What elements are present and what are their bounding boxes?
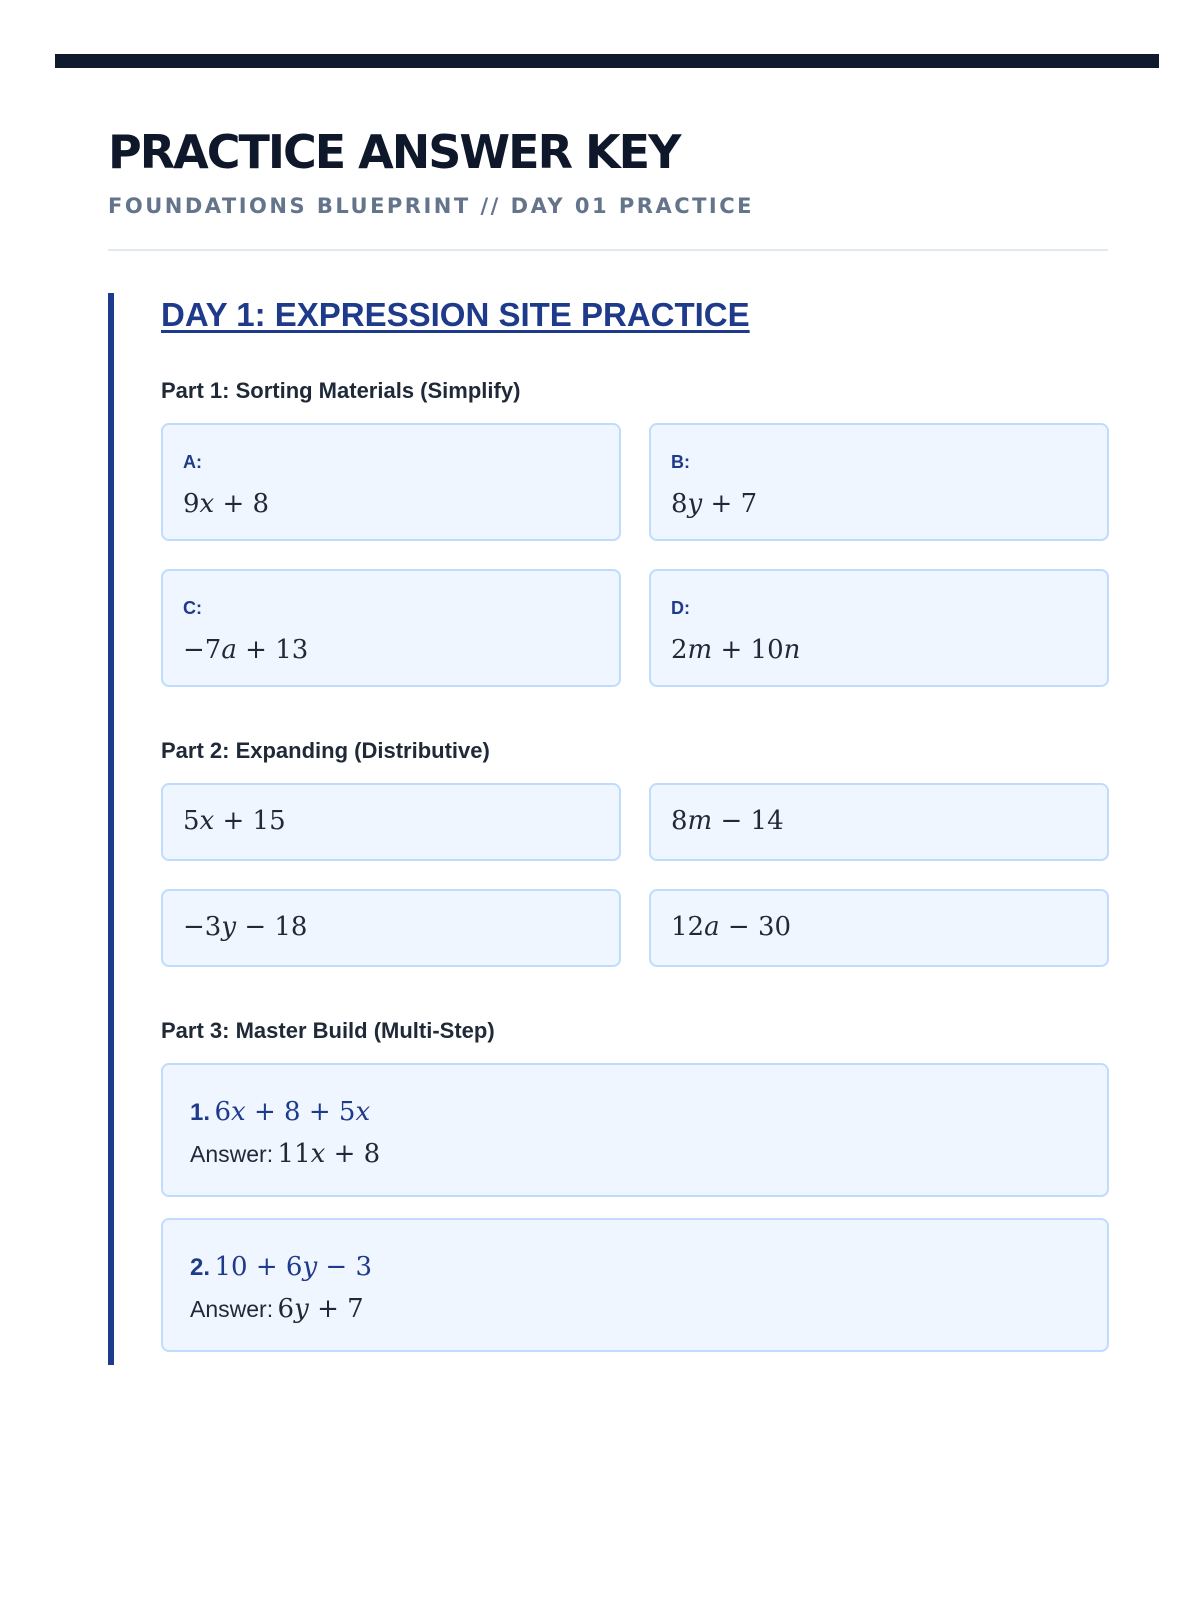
card-letter: C: — [183, 598, 202, 618]
part1-heading: Part 1: Sorting Materials (Simplify) — [161, 378, 521, 403]
card-expression: 12a − 30 — [671, 912, 792, 942]
answer-line — [190, 1292, 364, 1330]
part1-card-a — [161, 423, 621, 541]
part1-card-d — [649, 569, 1109, 687]
section-title: DAY 1: EXPRESSION SITE PRACTICE — [161, 296, 750, 333]
part1-card-c — [161, 569, 621, 687]
card-letter: A: — [183, 452, 202, 472]
card-expression: 2m + 10n — [671, 635, 801, 665]
card-expression: 8y + 7 — [671, 489, 758, 519]
problem-expression: 6x + 8 + 5x — [214, 1097, 371, 1127]
top-rule — [55, 54, 1159, 68]
card-expression: −7a + 13 — [183, 635, 309, 665]
problem-number: 2. — [190, 1254, 211, 1281]
answer-label: Answer: — [190, 1296, 274, 1322]
page-title: PRACTICE ANSWER KEY — [108, 125, 680, 179]
part2-card-2 — [649, 783, 1109, 861]
card-letter: D: — [671, 598, 690, 618]
part1-card-b — [649, 423, 1109, 541]
answer-expression: 6y + 7 — [277, 1294, 364, 1324]
card-expression: 5x + 15 — [183, 806, 286, 836]
part3-heading: Part 3: Master Build (Multi-Step) — [161, 1018, 495, 1043]
part2-card-4 — [649, 889, 1109, 967]
answer-expression: 11x + 8 — [277, 1139, 381, 1169]
part2-heading: Part 2: Expanding (Distributive) — [161, 738, 490, 763]
practice-section — [108, 293, 1108, 1365]
problem-expression: 10 + 6y − 3 — [214, 1252, 373, 1282]
problem-statement — [190, 1095, 370, 1133]
answer-line — [190, 1137, 380, 1175]
part3-problem-1 — [161, 1063, 1109, 1197]
header-divider — [108, 249, 1108, 251]
card-letter: B: — [671, 452, 690, 472]
card-expression: 8m − 14 — [671, 806, 784, 836]
part2-card-1 — [161, 783, 621, 861]
part3-problem-2 — [161, 1218, 1109, 1352]
problem-number: 1. — [190, 1099, 211, 1126]
card-expression: 9x + 8 — [183, 489, 270, 519]
page-subtitle: FOUNDATIONS BLUEPRINT // DAY 01 PRACTICE — [108, 194, 754, 218]
problem-statement — [190, 1250, 372, 1288]
answer-label: Answer: — [190, 1141, 274, 1167]
part2-card-3 — [161, 889, 621, 967]
card-expression: −3y − 18 — [183, 912, 308, 942]
